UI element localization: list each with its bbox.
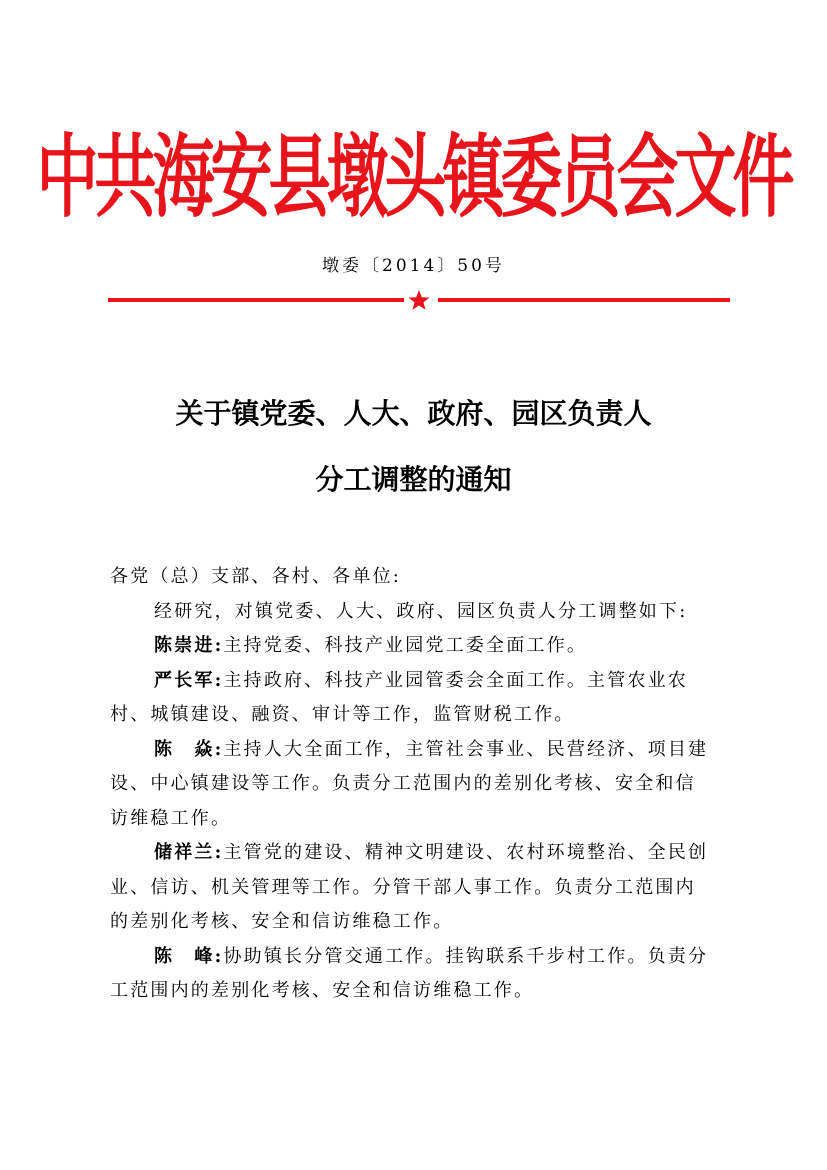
assignment-paragraph — [110, 733, 714, 837]
official-duties: 主持政府、科技产业园管委会全面工作。主管农业农村、城镇建设、融资、审计等工作，监管财税工作。 — [110, 669, 689, 725]
document-number: 墩委〔2014〕50号 — [322, 256, 505, 276]
assignment-paragraph — [110, 629, 714, 664]
assignment-paragraph — [110, 836, 714, 940]
official-name: 陈 焱: — [154, 738, 224, 760]
intro-paragraph: 经研究，对镇党委、人大、政府、园区负责人分工调整如下: — [154, 600, 688, 622]
notice-title-line-1: 关于镇党委、人大、政府、园区负责人 — [175, 397, 652, 430]
assignment-paragraph — [110, 664, 714, 733]
official-name: 陈 峰: — [154, 945, 224, 967]
star-icon — [409, 290, 430, 310]
red-divider — [108, 288, 730, 312]
salutation: 各党（总）支部、各村、各单位: — [110, 566, 402, 587]
divider-line-right — [438, 298, 730, 302]
masthead-title: 中共海安县墩头镇委员会文件 — [36, 123, 791, 230]
divider-line-left — [108, 298, 404, 302]
official-duties: 协助镇长分管交通工作。挂钩联系千步村工作。负责分工范围内的差别化考核、安全和信访维稳工作。 — [110, 945, 709, 1001]
official-duties: 主持党委、科技产业园党工委全面工作。 — [223, 635, 588, 656]
assignment-paragraph — [110, 940, 714, 1009]
notice-body — [110, 560, 714, 1009]
notice-title-line-2: 分工调整的通知 — [315, 463, 512, 496]
official-name: 储祥兰: — [154, 842, 224, 863]
official-name: 陈崇进: — [154, 635, 224, 656]
official-name: 严长军: — [154, 669, 224, 691]
official-duties: 主持人大全面工作，主管社会事业、民营经济、项目建设、中心镇建设等工作。负责分工范围内的差别化考核、安全和信访维稳工作。 — [110, 738, 709, 829]
official-duties: 主管党的建设、精神文明建设、农村环境整治、全民创业、信访、机关管理等工作。分管干部人事工作。负责分工范围内的差别化考核、安全和信访维稳工作。 — [110, 842, 709, 932]
